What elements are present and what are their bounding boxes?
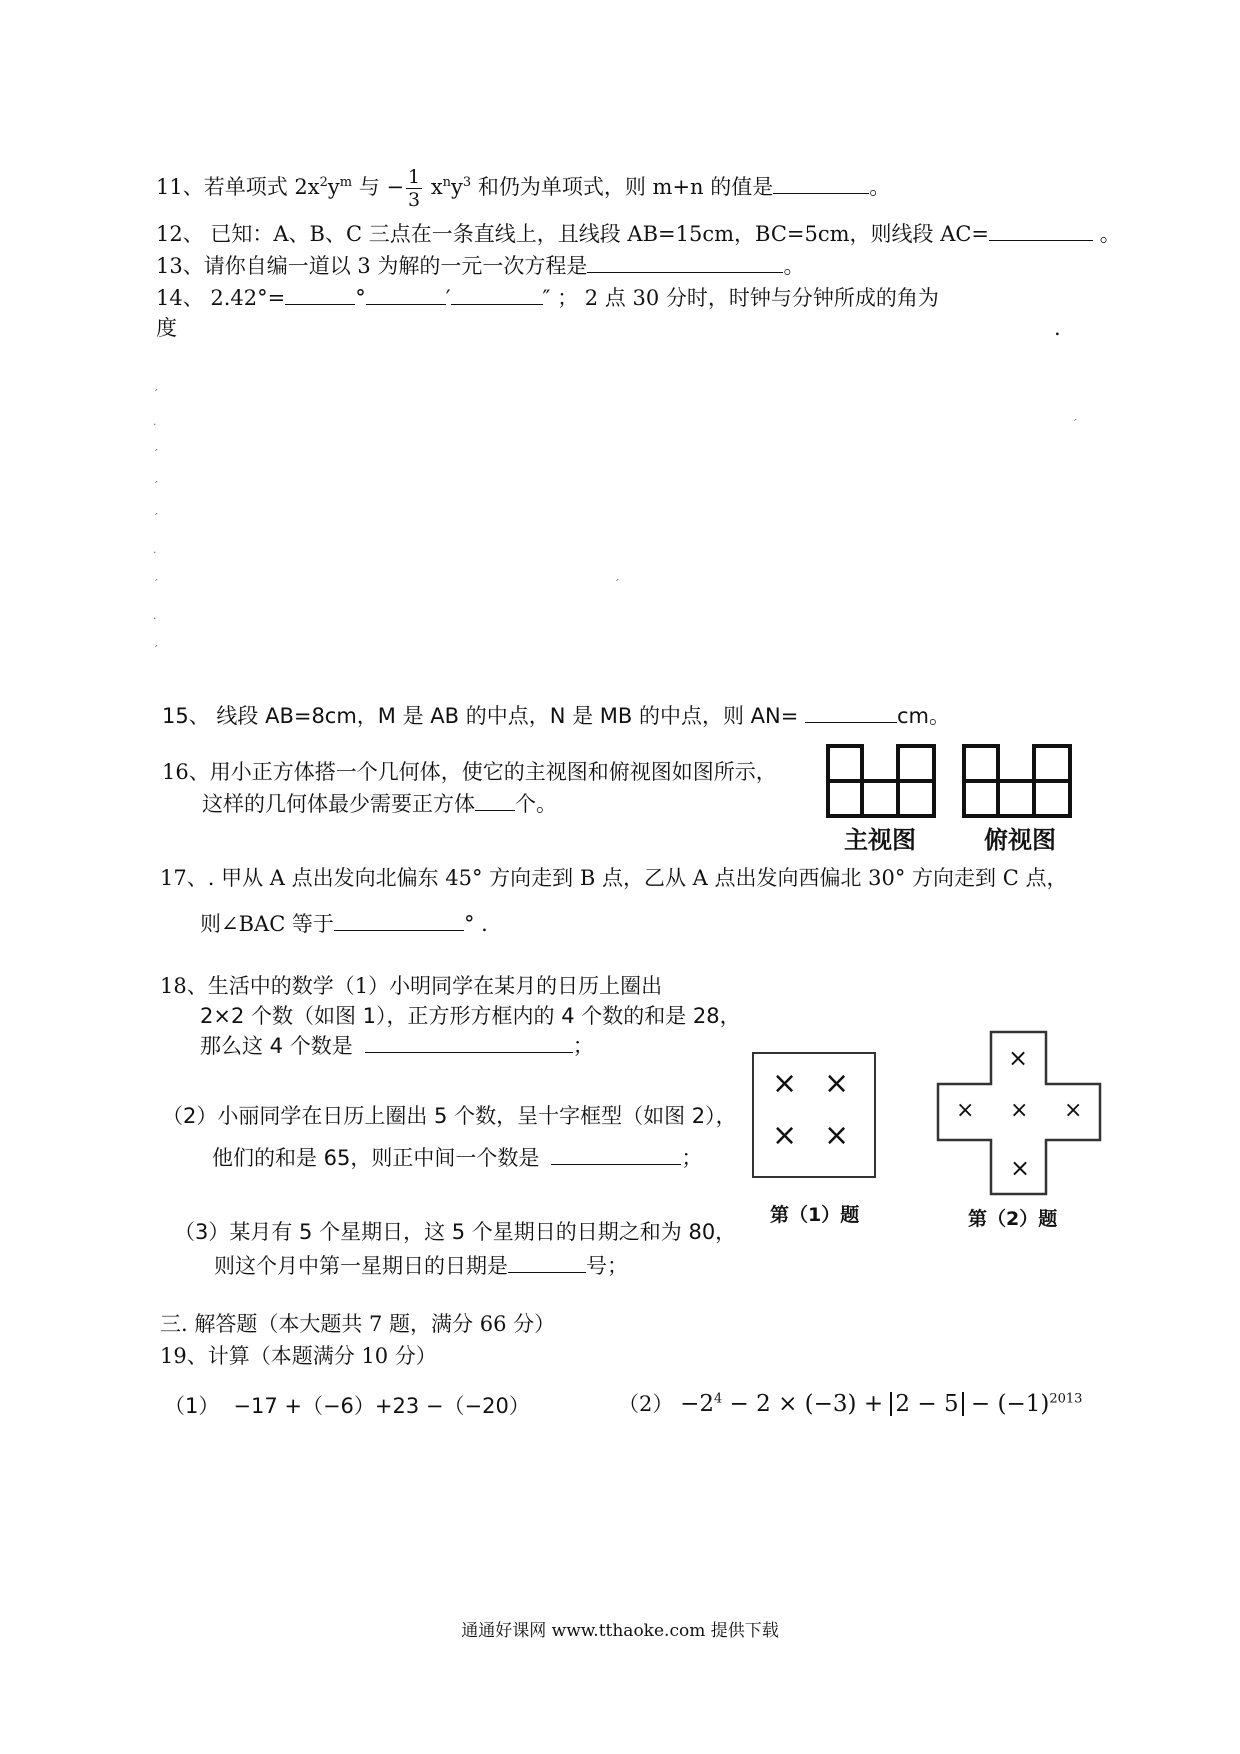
square — [828, 781, 862, 816]
square — [898, 781, 934, 816]
question-18-part3: （3）某月有 5 个星期日，这 5 个星期日的日期之和为 80， — [174, 1220, 737, 1244]
question-19-part2: $(2) -2^4 - 2 \times (-3) + 2 - 5 - (-1)^{2013}$ — [618, 1391, 1083, 1417]
question-14-continued: 度 — [156, 316, 177, 340]
section-3-heading: 三. 解答题（本大题共 7 题，满分 66 分） — [160, 1312, 556, 1336]
cross-mark: × — [956, 1098, 975, 1123]
question-15: 15、 线段 AB=8cm，M 是 AB 的中点，N 是 MB 的中点，则 AN= cm。 — [162, 700, 950, 730]
fraction-one-third: $\frac{1}{3}$ — [408, 166, 421, 211]
cross-mark: × — [772, 1118, 798, 1153]
answer-blank[interactable] — [334, 908, 464, 931]
figure-1-caption: 第（1）题 — [770, 1204, 860, 1226]
question-18: 18、生活中的数学（1）小明同学在某月的日历上圈出 — [160, 974, 663, 998]
question-17-line2: 则∠BAC 等于 ° . — [200, 908, 488, 938]
answer-blank[interactable] — [587, 250, 783, 273]
question-11: 11、若单项式 $2x^2y^m$ 与 − $\frac{1}{3}$ $x^ny^3$ 和仍为单项式，则 m+n 的值是 。 — [156, 166, 891, 211]
answer-blank[interactable] — [365, 1030, 573, 1053]
answer-blank[interactable] — [805, 700, 897, 723]
scan-mark: ˊ — [153, 480, 159, 493]
cross-mark: × — [824, 1066, 850, 1101]
answer-blank[interactable] — [551, 1142, 681, 1165]
square — [964, 746, 998, 781]
square — [998, 781, 1034, 816]
top-view-label: 俯视图 — [984, 826, 1056, 854]
answer-blank-minutes[interactable] — [366, 282, 446, 305]
question-19-part1: （1） −17 +（−6）+23 −（−20） — [164, 1394, 530, 1418]
cross-mark: × — [1010, 1154, 1031, 1182]
question-18-line2: 2×2 个数（如图 1），正方形方框内的 4 个数的和是 28， — [200, 1004, 741, 1028]
scan-mark: ˊ — [614, 578, 620, 591]
question-13: 13、请你自编一道以 3 为解的一元一次方程是 。 — [156, 250, 804, 280]
scan-mark: ˊ — [1072, 418, 1078, 431]
scan-mark: ˊ — [153, 448, 159, 461]
front-view-label: 主视图 — [844, 826, 916, 854]
cross-mark: × — [1064, 1098, 1083, 1123]
scan-mark: · — [153, 418, 157, 431]
cross-mark: × — [772, 1066, 798, 1101]
footer-source: 通通好课网 www.tthaoke.com 提供下载 — [461, 1621, 779, 1641]
scan-mark: ˊ — [153, 388, 159, 401]
question-18-line3: 那么这 4 个数是 ； — [200, 1030, 594, 1060]
question-12: 12、 已知：A、B、C 三点在一条直线上，且线段 AB=15cm，BC=5cm，则线段 AC= 。 — [156, 218, 1121, 248]
absolute-value: 2 − 5 — [890, 1392, 963, 1416]
scan-mark: ˊ — [153, 512, 159, 525]
scan-mark: ˊ — [153, 578, 159, 591]
question-17: 17、. 甲从 A 点出发向北偏东 45° 方向走到 B 点，乙从 A 点出发向西偏北 30° 方向走到 C 点， — [160, 866, 1068, 890]
answer-blank[interactable] — [989, 218, 1093, 241]
question-18-part2: （2）小丽同学在日历上圈出 5 个数，呈十字框型（如图 2）， — [162, 1104, 737, 1128]
answer-blank-degrees[interactable] — [285, 282, 355, 305]
cross-mark: × — [1008, 1044, 1029, 1072]
square — [862, 781, 898, 816]
square — [1034, 746, 1070, 781]
question-14-end-dot: . — [1054, 316, 1061, 340]
square — [964, 781, 998, 816]
square — [1034, 781, 1070, 816]
figure-2-caption: 第（2）题 — [968, 1208, 1058, 1230]
scan-mark: · — [153, 612, 157, 625]
question-14: 14、 2.42°= ° ′ ″ ； 2 点 30 分时，时钟与分钟所成的角为 — [156, 282, 939, 312]
expression: $-2^4 - 2 \times (-3) + 2 - 5 - (-1)^{2013}$ — [680, 1391, 1083, 1417]
answer-blank[interactable] — [475, 788, 515, 811]
square — [898, 746, 934, 781]
figure-1-square — [752, 1052, 876, 1178]
answer-blank-seconds[interactable] — [451, 282, 543, 305]
question-16-line2: 这样的几何体最少需要正方体 个。 — [202, 788, 557, 818]
answer-blank[interactable] — [773, 171, 869, 194]
question-19-title: 19、计算（本题满分 10 分） — [160, 1344, 437, 1368]
scan-mark: · — [153, 546, 157, 559]
top-view-figure — [962, 744, 1074, 818]
question-18-part3-line2: 则这个月中第一星期日的日期是 号； — [214, 1250, 628, 1280]
question-18-part2-line2: 他们的和是 65，则正中间一个数是 ； — [212, 1142, 702, 1172]
front-view-figure — [826, 744, 938, 818]
scan-mark: ˊ — [153, 644, 159, 657]
question-16: 16、用小正方体搭一个几何体，使它的主视图和俯视图如图所示， — [162, 760, 777, 784]
cross-mark: × — [824, 1118, 850, 1153]
square — [828, 746, 862, 781]
answer-blank[interactable] — [508, 1250, 586, 1273]
cross-mark: × — [1010, 1098, 1029, 1123]
